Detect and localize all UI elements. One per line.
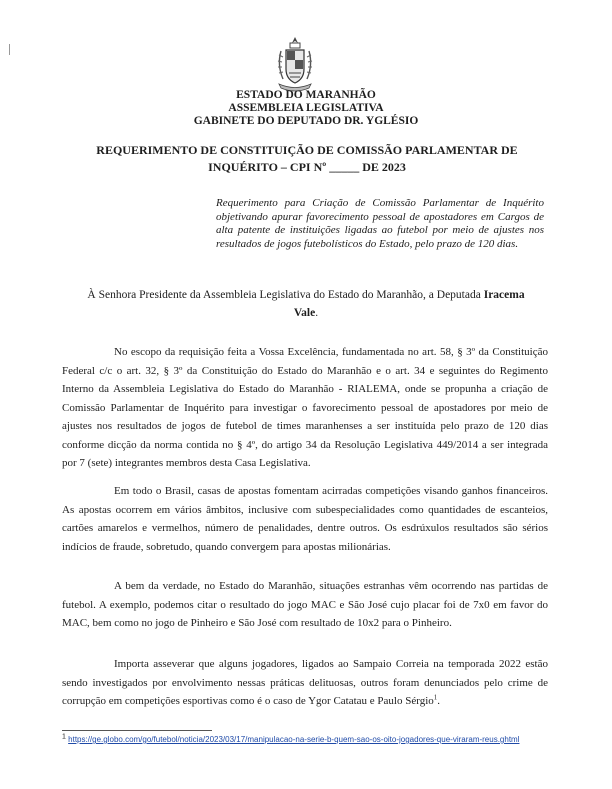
paragraph-4-text: Importa asseverar que alguns jogadores, ligados ao Sampaio Correia na temporada 2022 estão sendo investigados por envolvimento nessas práticas delituosas, outros foram denunciados pelo crime de corrupção em competições esportivas como é o caso de Ygor Catatau e Paulo Sérgio (62, 658, 548, 707)
paragraph-4 (62, 655, 548, 711)
title-line-1: REQUERIMENTO DE CONSTITUIÇÃO DE COMISSÃO PARLAMENTAR DE (96, 143, 518, 157)
paragraph-1: No escopo da requisição feita a Vossa Excelência, fundamentada no art. 58, § 3º da Constituição Federal c/c o art. 32, § 3º da Constituição do Estado do Maranhão e o art. 34 e seguintes do Regimento Interno da Assembleia Legislativa do Estado do Maranhão - RIALEMA, onde se propunha a criação de Comissão Parlamentar de Inquérito para investigar o favorecimento pessoal de apostadores por meio de ajustes nos resultados de jogos de futebol de times maranhenses a ser instituída pelo prazo de 120 dias conforme dicção da norma contida no § 4º, do artigo 34 da Resolução Legislativa 449/2014 a ser integrada por 7 (sete) integrantes membros desta Casa Legislativa. (62, 346, 548, 469)
footnote (62, 734, 548, 745)
paragraph-4-end: . (437, 695, 440, 707)
ementa: Requerimento para Criação de Comissão Parlamentar de Inquérito objetivando apurar favorecimento pessoal de apostadores em Cargos de alta patente de instituições ligadas ao futebol por meio de ajustes nos resultados de jogos futebolísticos do Estado, pelo prazo de 120 dias. (216, 197, 544, 250)
footnote-marker: 1 (62, 733, 66, 741)
address-text: À Senhora Presidente da Assembleia Legislativa do Estado do Maranhão, a Deputada (87, 289, 484, 301)
footnote-link[interactable]: https://ge.globo.com/go/futebol/noticia/2023/03/17/manipulacao-na-serie-b-quem-sao-os-oito-jogadores-que-viraram-reus.ghtml (68, 735, 520, 744)
paragraph-3: A bem da verdade, no Estado do Maranhão, situações estranhas vêm ocorrendo nas partidas de futebol. A exemplo, podemos citar o resultado do jogo MAC e São José cujo placar foi de 7x0 em favor do MAC, bem como no jogo de Pinheiro e São José com resultado de 10x2 para o Pinheiro. (62, 580, 548, 629)
title-line-2: INQUÉRITO – CPI Nº _____ DE 2023 (208, 160, 406, 174)
header-office: GABINETE DO DEPUTADO DR. YGLÉSIO (193, 115, 419, 127)
paragraph-2: Em todo o Brasil, casas de apostas fomentam acirradas competições visando ganhos financeiros. As apostas ocorrem em vários âmbitos, inclusive com subespecialidades como quantidades de escanteios, cartões amarelos e vermelhos, número de penalidades, dentre outros. Os esdrúxulos resultados são sérios indícios de fraude, sobretudo, quando convergem para apostas milionárias. (62, 485, 548, 553)
addressee (76, 286, 536, 322)
header-assembly: ASSEMBLEIA LEGISLATIVA (228, 102, 384, 114)
address-end: . (315, 307, 319, 319)
footnote-ref[interactable]: 1 (433, 693, 438, 702)
scan-mark (9, 44, 10, 55)
coat-of-arms-icon (273, 35, 317, 95)
document-title (70, 142, 544, 176)
header-state: ESTADO DO MARANHÃO (236, 89, 376, 101)
address-name: Iracema Vale (293, 289, 525, 319)
footnote-divider (62, 730, 212, 731)
